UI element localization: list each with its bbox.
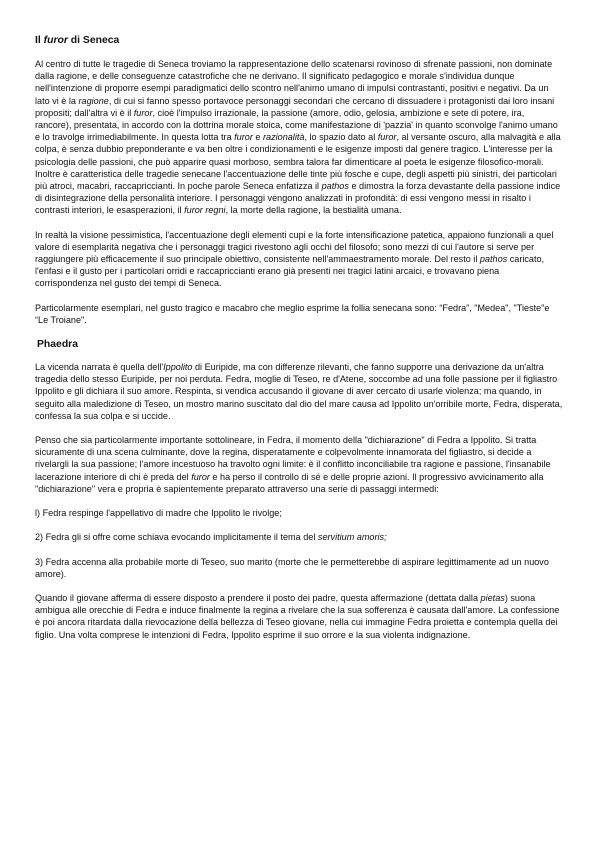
text-segment: In realtà la visione pessimistica, l'accentuazione degli elementi cupi e la forte intensificazione patetica, appaiono funzionali a quel valore di esemplarità negativa che i personaggi tragici rivestono agli occhi del filosofo; sono mezzi di cui l'autore si serve per raggiungere più efficacemente il suo principale obiettivo, consistente nell'ammaestramento morale. Del resto il bbox=[35, 229, 554, 265]
italic-text-segment: furor bbox=[133, 107, 153, 118]
text-segment: , lo spazio dato al bbox=[304, 132, 378, 143]
italic-text-segment: ragione bbox=[78, 95, 109, 106]
text-segment: di Seneca bbox=[67, 35, 120, 46]
text-segment: , di cui si fanno spesso portavoce personaggi secondari che cercano di dissuadere i protagonisti dai loro insani propositi; dall'altra vi è il bbox=[35, 95, 555, 118]
section-heading-phaedra: Phaedra bbox=[37, 339, 79, 351]
document-title bbox=[35, 34, 563, 47]
text-segment: ) suona ambigua alle orecchie di Fedra e induce finalmente la regina a rivelare che la sua sofferenza è causata dall'amore. La confessione è poi ancora ritardata dalla rievocazione della bellezza di Teseo giovane, nella cui immagine Fedra proietta e contempla quella dei figlio. Una volta comprese le intenzioni di Fedra, Ippolito esprime il suo orrore e la sua violenta indignazione. bbox=[35, 592, 560, 640]
italic-text-segment: pietas bbox=[480, 592, 505, 603]
text-segment: Particolarmente esemplari, nel gusto tragico e macabro che meglio esprime la follia senecana sono: “Fedra”, "Medea", "Tieste"e “Le Troiane". bbox=[35, 302, 550, 325]
text-segment: Penso che sia particolarmente importante sottolineare, in Fedra, il momento della "dichiarazione" di Fedra a Ippolito. Si tratta sicuramente di una scena culminante, dove la regina, disperatamente e colpevolmente innamorata del figliastro, si decide a rivelargli la sua passione; l'amore incestuoso ha travolto ogni limite: è il conflitto inconciliabile tra ragione e passione, l'insanabile lacerazione interiore di chi è preda del bbox=[35, 435, 551, 482]
text-segment: di Euripide, ma con differenze rilevanti, che fanno supporre una derivazione da un'altra tragedia dello stesso Euripide, per noi perduta. Fedra, moglie di Teseo, re d'Atene, soccombe ad una folle passione per il figliastro Ippolito e gli dichiara il suo amore. Respinta, si vendica accusando il giovane di aver cercato di usarle violenza; ma quando, in seguito alla maledizione di Teseo, un mostro marino suscitato dal dio del mare causa ad Ippolito un'orribile morte, Fedra, disperata, confessa la sua colpa e si uccide. bbox=[35, 362, 563, 421]
italic-text-segment: furor bbox=[234, 132, 253, 143]
text-segment: 3) Fedra accenna alla probabile morte di Teseo, suo marito (morte che le permetterebbe di aspirare legittimamente ad un nuovo amore). bbox=[35, 556, 549, 579]
text-segment: , cioè l'impulso irrazionale, la passione (amore, odio, gelosia, ambizione e sete di potere, ira, rancore), presentata, in accordo con la dottrina morale stoica, come manifestazione di 'pazzia' in quanto sconvolge l'animo umano e lo travolge irrimediabilmente. In questa lotta tra bbox=[35, 107, 558, 143]
paragraph-intro bbox=[35, 58, 563, 217]
italic-text-segment: razionalità bbox=[262, 132, 305, 143]
section-phaedra bbox=[35, 361, 563, 641]
document-page bbox=[35, 34, 563, 653]
list-item-step-3 bbox=[35, 556, 563, 580]
italic-text-segment: pathos bbox=[321, 181, 349, 192]
italic-text-segment: pathos bbox=[479, 254, 508, 265]
text-segment: caricato, l'enfasi e il gusto per i particolari orridi e raccapriccianti erano già presenti nei tragici latini arcaici, e trovavano piena corrispondenza nel gusto dei tempi di Seneca. bbox=[35, 254, 545, 289]
text-segment: e bbox=[252, 132, 263, 143]
paragraph-examples bbox=[35, 302, 563, 326]
paragraph-confession bbox=[35, 592, 563, 641]
text-segment: La vicenda narrata è quella dell' bbox=[35, 362, 164, 373]
text-segment: 2) Fedra gli si offre come schiava evocando implicitamente il tema del bbox=[35, 532, 318, 543]
section-furor bbox=[35, 58, 563, 326]
italic-text-segment: furor bbox=[43, 35, 68, 46]
paragraph-pessimism bbox=[35, 229, 563, 290]
text-segment: Il bbox=[35, 35, 44, 46]
text-segment: Al centro di tutte le tragedie di Seneca troviamo la rappresentazione dello scatenarsi rovinoso di sfrenate passioni, non dominate dalla ragione, e delle conseguenze catastrofiche che ne derivano. Il significato pedagogico e morale s'individua dunque nell'intenzione di proporre esempi paradigmatici dello scontro nell'animo umano di impulsi contrastanti, positivi e negativi. Da un lato vi è la bbox=[35, 59, 553, 106]
text-segment: e dimostra la forza devastante della passione indice di disintegrazione della personalità interiore. I personaggi vengono analizzati in profondità: di essi vengono messi in risalto i contrasti interiori, le esasperazioni, il bbox=[35, 181, 561, 216]
text-segment: , la morte della ragione, la bestialità umana. bbox=[225, 205, 402, 216]
text-segment: , al versante oscuro, alla malvagità e alla colpa, è senza dubbio preponderante e va ben oltre i condizionamenti e le esigenze imposti dal genere tragico. L'interesse per la psicologia delle passioni, che può apparire quasi morboso, sembra talora far dimenticare al poeta le esigenze filosofico-morali. Inoltre è caratteristica delle tragedie senecane l'accentuazione delle tinte più fosche e cupe, degli aspetti più sinistri, dei particolari più atroci, macabri, raccapriccianti. In poche parole Seneca enfatizza il bbox=[35, 132, 561, 192]
italic-text-segment: Ippolito bbox=[163, 362, 193, 373]
paragraph-plot bbox=[35, 361, 563, 422]
list-item-step-2 bbox=[35, 531, 563, 543]
italic-text-segment: servitium amoris; bbox=[317, 532, 387, 543]
italic-text-segment: furor bbox=[377, 132, 397, 143]
text-segment: e ha perso il controllo di sé e delle proprie azioni. Il progressivo avvicinamento alla "dichiarazione" vera e propria è sapientemente preparato attraverso una serie di passaggi intermedi: bbox=[35, 471, 544, 494]
italic-text-segment: furor regni bbox=[184, 205, 226, 216]
list-item-step-1 bbox=[35, 507, 563, 519]
italic-text-segment: furor bbox=[191, 471, 210, 482]
text-segment: l) Fedra respinge l'appellativo di madre che Ippolito le rivolge; bbox=[35, 508, 282, 519]
text-segment: Quando il giovane afferma di essere disposto a prendere il posto dei padre, questa affermazione (dettata dalla bbox=[35, 592, 481, 603]
paragraph-declaration bbox=[35, 434, 563, 495]
